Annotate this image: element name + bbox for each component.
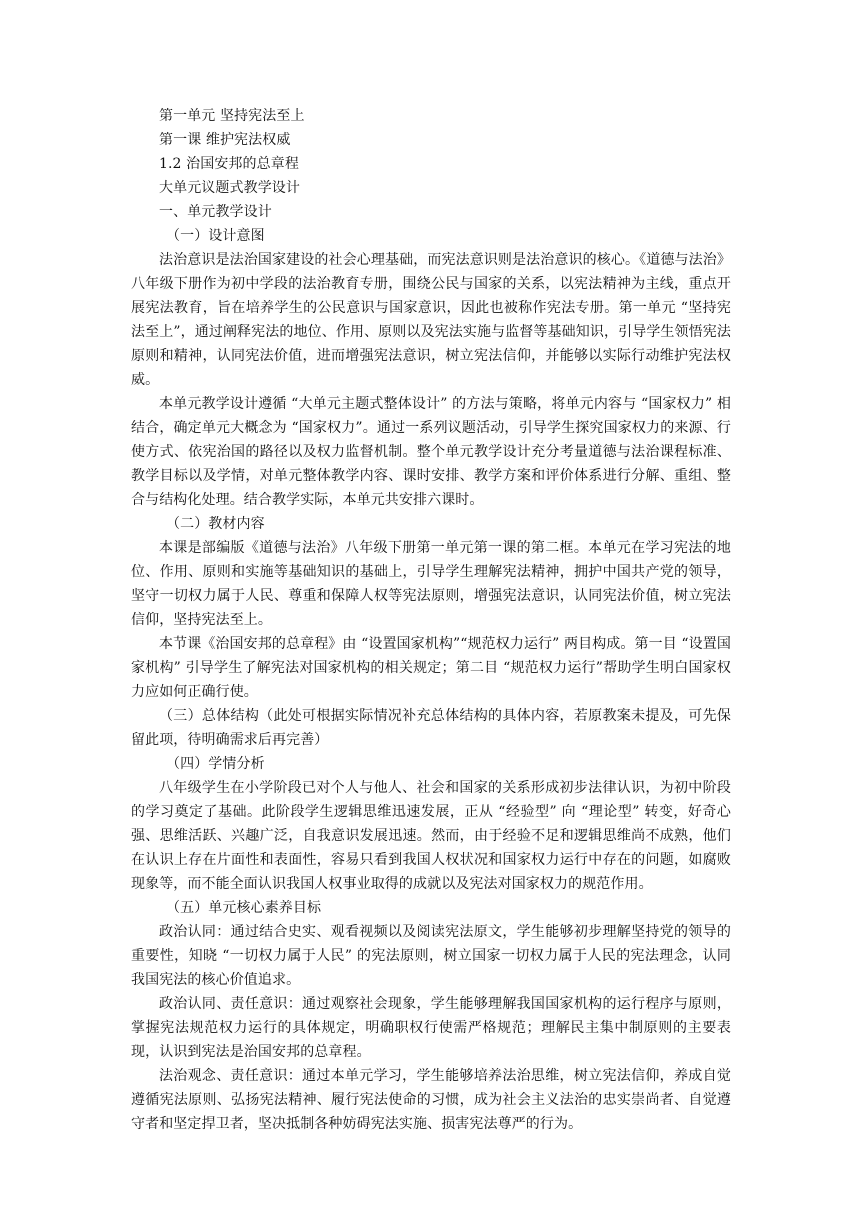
student-analysis-paragraph: 八年级学生在小学阶段已对个人与他人、社会和国家的关系形成初步法律认识，为初中阶段的学习奠定了基础。此阶段学生逻辑思维迅速发展，正从 “经验型” 向 “理论型” 转变，好奇心强、思维活跃、兴趣广泛，自我意识发展迅速。然而，由于经验不足和逻辑思维尚不成熟，他们在认识上存在片面性和表面性，容易只看到我国人权状况和国家权力运行中存在的问题，如腐败现象等，而不能全面认识我国人权事业取得的成就以及宪法对国家权力的规范作用。 — [131, 780, 731, 892]
section-heading: 1.2 治国安邦的总章程 — [159, 156, 299, 172]
design-heading: 大单元议题式教学设计 — [159, 180, 300, 196]
textbook-content-paragraph-2: 本节课《治国安邦的总章程》由 “设置国家机构”“规范权力运行” 两目构成。第一目 “设置国家机构” 引导学生了解宪法对国家机构的相关规定；第二目 “规范权力运行”帮助学生明白国家权力应如何正确行使。 — [131, 636, 731, 700]
core-goal-paragraph-2: 政治认同、责任意识：通过观察社会现象，学生能够理解我国国家机构的运行程序与原则，掌握宪法规范权力运行的具体规定，明确职权行使需严格规范；理解民主集中制原则的主要表现，认识到宪法是治国安邦的总章程。 — [131, 996, 731, 1060]
design-intent-paragraph-1: 法治意识是法治国家建设的社会心理基础，而宪法意识则是法治意识的核心。《道德与法治》八年级下册作为初中学段的法治教育专册，围绕公民与国家的关系，以宪法精神为主线，重点开展宪法教育，旨在培养学生的公民意识与国家意识，因此也被称作宪法专册。第一单元 “坚持宪法至上”，通过阐释宪法的地位、作用、原则以及宪法实施与监督等基础知识，引导学生领悟宪法原则和精神，认同宪法价值，进而增强宪法意识，树立宪法信仰，并能够以实际行动维护宪法权威。 — [131, 252, 731, 388]
unit-heading: 第一单元 坚持宪法至上 — [159, 108, 305, 124]
design-intent-paragraph-2: 本单元教学设计遵循 “大单元主题式整体设计” 的方法与策略，将单元内容与 “国家权力” 相结合，确定单元大概念为 “国家权力”。通过一系列议题活动，引导学生探究国家权力的来源、行使方式、依宪治国的路径以及权力监督机制。整个单元教学设计充分考量道德与法治课程标准、教学目标以及学情，对单元整体教学内容、课时安排、教学方案和评价体系进行分解、重组、整合与结构化处理。结合教学实际，本单元共安排六课时。 — [131, 396, 731, 508]
textbook-content-paragraph-1: 本课是部编版《道德与法治》八年级下册第一单元第一课的第二框。本单元在学习宪法的地位、作用、原则和实施等基础知识的基础上，引导学生理解宪法精神，拥护中国共产党的领导，坚守一切权力属于人民、尊重和保障人权等宪法原则，增强宪法意识，认同宪法价值，树立宪法信仰，坚持宪法至上。 — [131, 540, 731, 628]
lesson-heading: 第一课 维护宪法权威 — [159, 132, 291, 148]
student-analysis-heading: （四）学情分析 — [166, 756, 265, 772]
core-goals-heading: （五）单元核心素养目标 — [166, 900, 322, 916]
part-heading: 一、单元教学设计 — [159, 204, 272, 220]
core-goal-paragraph-3: 法治观念、责任意识：通过本单元学习，学生能够培养法治思维，树立宪法信仰，养成自觉遵循宪法原则、弘扬宪法精神、履行宪法使命的习惯，成为社会主义法治的忠实崇尚者、自觉遵守者和坚定捍卫者，坚决抵制各种妨碍宪法实施、损害宪法尊严的行为。 — [131, 1068, 731, 1132]
document-page — [131, 104, 731, 1136]
core-goal-paragraph-1: 政治认同：通过结合史实、观看视频以及阅读宪法原文，学生能够初步理解坚持党的领导的重要性，知晓 “一切权力属于人民” 的宪法原则，树立国家一切权力属于人民的宪法理念，认同我国宪法的核心价值追求。 — [131, 924, 731, 988]
overall-structure-paragraph: （三）总体结构（此处可根据实际情况补充总体结构的具体内容，若原教案未提及，可先保留此项，待明确需求后再完善） — [131, 708, 731, 748]
textbook-content-heading: （二）教材内容 — [166, 516, 265, 532]
design-intent-heading: （一）设计意图 — [166, 228, 265, 244]
